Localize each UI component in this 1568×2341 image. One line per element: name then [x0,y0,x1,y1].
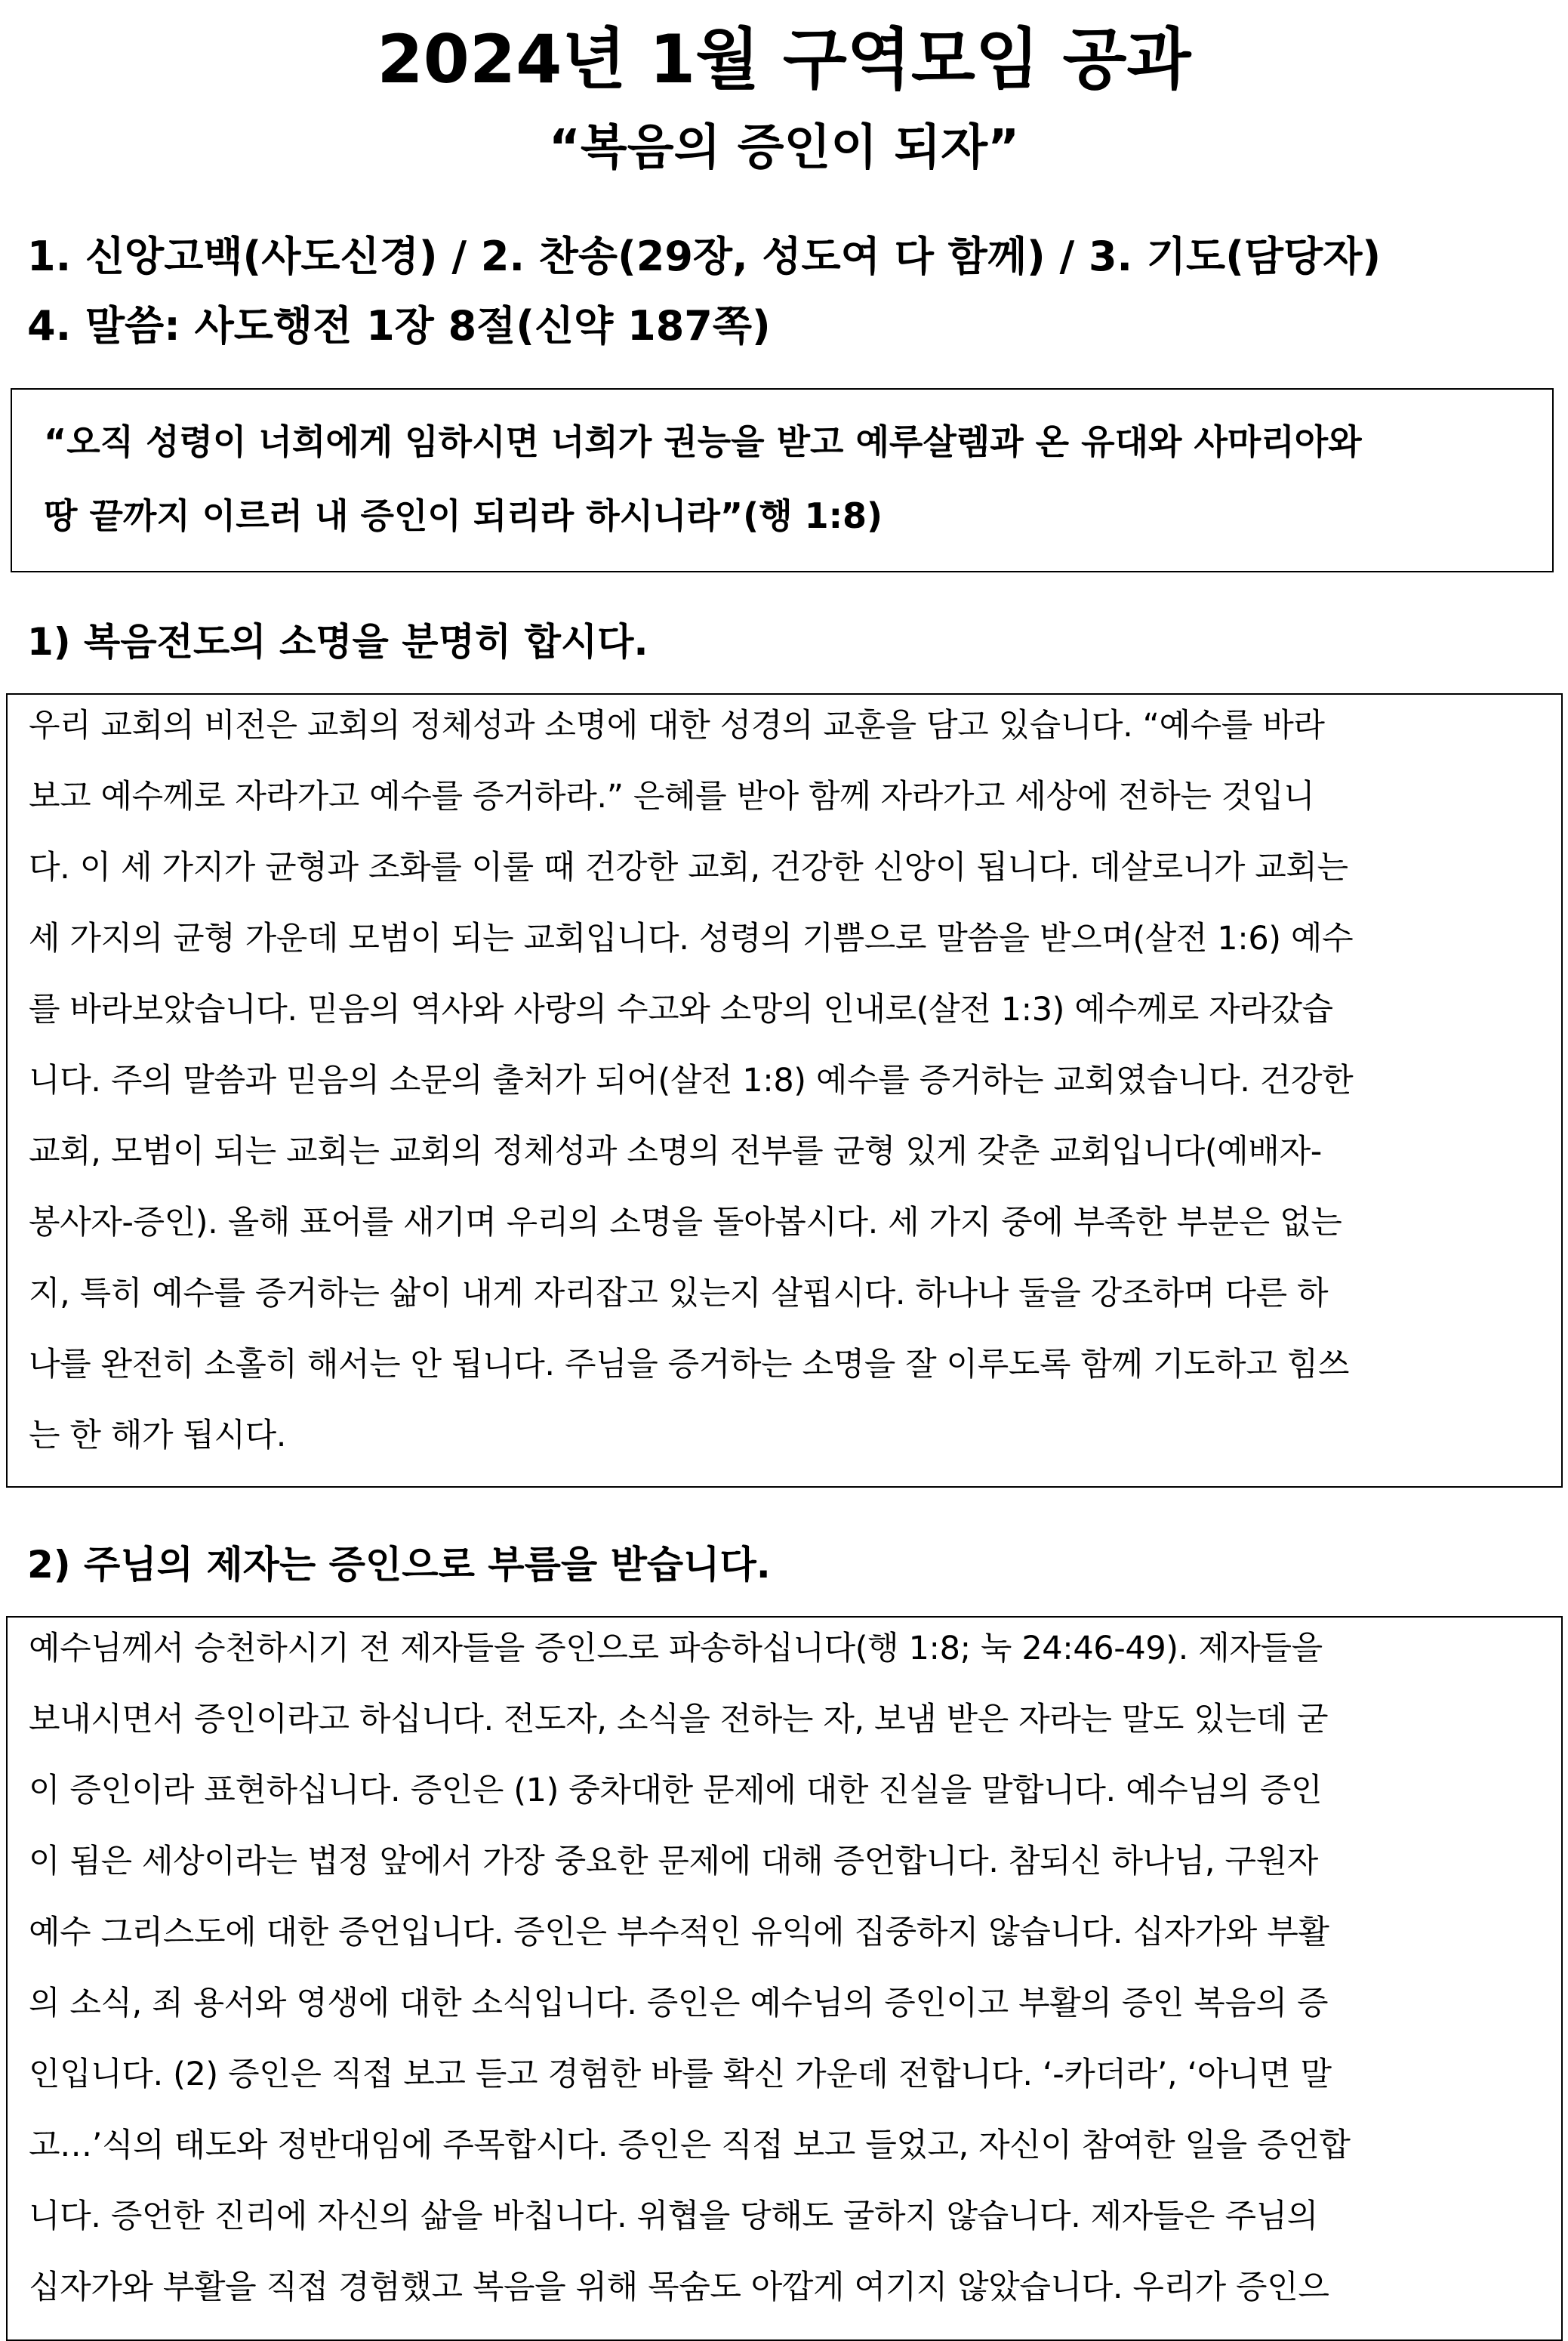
section-2-heading: 2) 주님의 제자는 증인으로 부름을 받습니다. [27,1543,771,1587]
section-2-line: 이 됨은 세상이라는 법정 앞에서 가장 중요한 문제에 대해 증언합니다. 참되신 하나님, 구원자 [29,1843,1318,1880]
section-2-line: 이 증인이라 표현하십니다. 증인은 (1) 중차대한 문제에 대한 진실을 말합니다. 예수님의 증인 [29,1772,1323,1809]
section-1-line: 세 가지의 균형 가운데 모범이 되는 교회입니다. 성령의 기쁨으로 말씀을 받으며(살전 1:6) 예수 [29,920,1354,958]
section-2-line: 고…’식의 태도와 정반대임에 주목합시다. 증인은 직접 보고 들었고, 자신이 참여한 일을 증언합 [29,2127,1351,2164]
section-2-line: 보내시면서 증인이라고 하십니다. 전도자, 소식을 전하는 자, 보냄 받은 자라는 말도 있는데 굳 [29,1701,1329,1738]
section-1-line: 우리 교회의 비전은 교회의 정체성과 소명에 대한 성경의 교훈을 담고 있습니다. “예수를 바라 [29,707,1325,745]
section-1-heading: 1) 복음전도의 소명을 분명히 합시다. [27,620,648,664]
worship-order-line-1: 1. 신앙고백(사도신경) / 2. 찬송(29장, 성도여 다 함께) / 3. 기도(담당자) [27,233,1382,280]
scripture-line-1: “오직 성령이 너희에게 임하시면 너희가 권능을 받고 예루살렘과 온 유대와 사마리아와 [44,421,1362,462]
section-2-line: 니다. 증언한 진리에 자신의 삶을 바칩니다. 위협을 당해도 굴하지 않습니다. 제자들은 주님의 [29,2198,1318,2235]
section-2-line: 인입니다. (2) 증인은 직접 보고 듣고 경험한 바를 확신 가운데 전합니다. ‘-카더라’, ‘아니면 말 [29,2056,1332,2093]
scripture-box [11,388,1554,572]
worship-order-line-2: 4. 말씀: 사도행전 1장 8절(신약 187쪽) [27,302,771,350]
section-1-text-box [6,693,1563,1488]
document-title: 2024년 1월 구역모임 공과 [377,20,1191,98]
section-2-line: 예수 그리스도에 대한 증언입니다. 증인은 부수적인 유익에 집중하지 않습니다. 십자가와 부활 [29,1914,1329,1951]
section-2-line: 십자가와 부활을 직접 경험했고 복음을 위해 목숨도 아깝게 여기지 않았습니다. 우리가 증인으 [29,2269,1329,2306]
section-1-line: 나를 완전히 소홀히 해서는 안 됩니다. 주님을 증거하는 소명을 잘 이루도록 함께 기도하고 힘쓰 [29,1346,1350,1383]
section-1-line: 는 한 해가 됩시다. [29,1417,287,1454]
document-subtitle: “복음의 증인이 되자” [548,120,1020,176]
section-1-line: 를 바라보았습니다. 믿음의 역사와 사랑의 수고와 소망의 인내로(살전 1:3) 예수께로 자라갔습 [29,991,1333,1029]
scripture-line-2: 땅 끝까지 이르러 내 증인이 되리라 하시니라”(행 1:8) [44,495,883,536]
section-1-line: 지, 특히 예수를 증거하는 삶이 내게 자리잡고 있는지 살핍시다. 하나나 둘을 강조하며 다른 하 [29,1275,1329,1312]
section-2-line: 예수님께서 승천하시기 전 제자들을 증인으로 파송하십니다(행 1:8; 눅 24:46-49). 제자들을 [29,1630,1323,1667]
section-1-line: 보고 예수께로 자라가고 예수를 증거하라.” 은혜를 받아 함께 자라가고 세상에 전하는 것입니 [29,778,1315,816]
section-1-line: 봉사자-증인). 올해 표어를 새기며 우리의 소명을 돌아봅시다. 세 가지 중에 부족한 부분은 없는 [29,1204,1342,1241]
section-2-text-box [6,1616,1563,2341]
section-1-line: 다. 이 세 가지가 균형과 조화를 이룰 때 건강한 교회, 건강한 신앙이 됩니다. 데살로니가 교회는 [29,849,1348,887]
section-1-line: 니다. 주의 말씀과 믿음의 소문의 출처가 되어(살전 1:8) 예수를 증거하는 교회였습니다. 건강한 [29,1062,1354,1100]
section-2-line: 의 소식, 죄 용서와 영생에 대한 소식입니다. 증인은 예수님의 증인이고 부활의 증인 복음의 증 [29,1985,1329,2022]
section-1-line: 교회, 모범이 되는 교회는 교회의 정체성과 소명의 전부를 균형 있게 갖춘 교회입니다(예배자- [29,1133,1322,1170]
